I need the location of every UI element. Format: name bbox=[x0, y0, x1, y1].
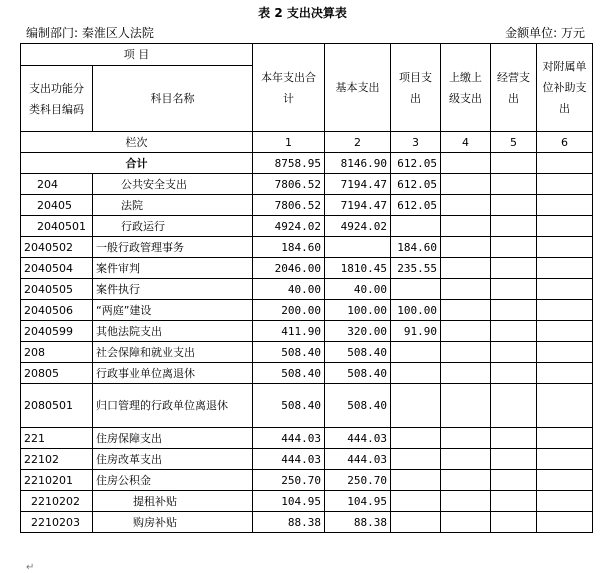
table-row bbox=[21, 342, 593, 363]
row-name: 住房保障支出 bbox=[93, 428, 253, 449]
row-project bbox=[391, 428, 441, 449]
row-name: 购房补贴 bbox=[93, 512, 253, 533]
serial-label: 栏次 bbox=[21, 132, 253, 153]
header-project-expense: 项目支出 bbox=[391, 44, 441, 132]
department-label: 编制部门: 秦淮区人法院 bbox=[26, 26, 154, 40]
row-total: 4924.02 bbox=[253, 216, 325, 237]
row-project bbox=[391, 384, 441, 428]
row-upper bbox=[441, 428, 491, 449]
row-subsidy bbox=[537, 470, 593, 491]
row-code: 2040502 bbox=[21, 237, 93, 258]
row-subsidy bbox=[537, 342, 593, 363]
row-business bbox=[491, 174, 537, 195]
row-basic: 7194.47 bbox=[325, 195, 391, 216]
table-row bbox=[21, 237, 593, 258]
row-total: 7806.52 bbox=[253, 195, 325, 216]
row-code: 2040505 bbox=[21, 279, 93, 300]
table-row bbox=[21, 428, 593, 449]
row-subsidy bbox=[537, 279, 593, 300]
row-basic bbox=[325, 237, 391, 258]
row-name: 行政事业单位离退休 bbox=[93, 363, 253, 384]
row-basic: 4924.02 bbox=[325, 216, 391, 237]
row-code: 2040506 bbox=[21, 300, 93, 321]
row-code: 2040501 bbox=[21, 216, 93, 237]
row-business bbox=[491, 321, 537, 342]
row-code: 2080501 bbox=[21, 384, 93, 428]
row-code: 204 bbox=[21, 174, 93, 195]
row-total: 7806.52 bbox=[253, 174, 325, 195]
row-basic: 104.95 bbox=[325, 491, 391, 512]
row-total: 250.70 bbox=[253, 470, 325, 491]
unit-label: 金额单位: 万元 bbox=[505, 26, 585, 40]
table-row bbox=[21, 449, 593, 470]
table-row bbox=[21, 216, 593, 237]
row-project bbox=[391, 491, 441, 512]
row-business bbox=[491, 449, 537, 470]
header-upper-remit: 上缴上级支出 bbox=[441, 44, 491, 132]
row-name: “两庭”建设 bbox=[93, 300, 253, 321]
row-basic: 508.40 bbox=[325, 363, 391, 384]
header-subsidiary-subsidy: 对附属单位补助支出 bbox=[537, 44, 593, 132]
row-project: 612.05 bbox=[391, 195, 441, 216]
header-project: 项 目 bbox=[21, 44, 253, 66]
total-label: 合计 bbox=[21, 153, 253, 174]
row-business bbox=[491, 384, 537, 428]
row-basic: 100.00 bbox=[325, 300, 391, 321]
row-code: 2210203 bbox=[21, 512, 93, 533]
row-total: 184.60 bbox=[253, 237, 325, 258]
row-basic: 40.00 bbox=[325, 279, 391, 300]
row-name: 提租补贴 bbox=[93, 491, 253, 512]
row-total: 508.40 bbox=[253, 384, 325, 428]
row-name: 公共安全支出 bbox=[93, 174, 253, 195]
row-code: 221 bbox=[21, 428, 93, 449]
row-name: 住房公积金 bbox=[93, 470, 253, 491]
row-business bbox=[491, 216, 537, 237]
row-upper bbox=[441, 470, 491, 491]
row-basic: 508.40 bbox=[325, 342, 391, 363]
row-business bbox=[491, 428, 537, 449]
serial-num: 6 bbox=[537, 132, 593, 153]
row-project bbox=[391, 279, 441, 300]
row-business bbox=[491, 342, 537, 363]
row-code: 2040504 bbox=[21, 258, 93, 279]
row-project: 91.90 bbox=[391, 321, 441, 342]
row-project: 235.55 bbox=[391, 258, 441, 279]
row-business bbox=[491, 300, 537, 321]
total-value: 8758.95 bbox=[253, 153, 325, 174]
row-upper bbox=[441, 342, 491, 363]
expenditure-table bbox=[20, 43, 593, 533]
row-basic: 88.38 bbox=[325, 512, 391, 533]
table-row bbox=[21, 279, 593, 300]
row-basic: 508.40 bbox=[325, 384, 391, 428]
row-upper bbox=[441, 216, 491, 237]
table-row bbox=[21, 300, 593, 321]
row-subsidy bbox=[537, 258, 593, 279]
row-upper bbox=[441, 174, 491, 195]
row-upper bbox=[441, 258, 491, 279]
row-name: 住房改革支出 bbox=[93, 449, 253, 470]
row-total: 200.00 bbox=[253, 300, 325, 321]
table-row bbox=[21, 491, 593, 512]
row-subsidy bbox=[537, 216, 593, 237]
serial-row bbox=[21, 132, 593, 153]
row-basic: 250.70 bbox=[325, 470, 391, 491]
row-business bbox=[491, 491, 537, 512]
row-code: 2210202 bbox=[21, 491, 93, 512]
row-basic: 7194.47 bbox=[325, 174, 391, 195]
row-total: 444.03 bbox=[253, 428, 325, 449]
row-total: 444.03 bbox=[253, 449, 325, 470]
row-subsidy bbox=[537, 237, 593, 258]
row-total: 2046.00 bbox=[253, 258, 325, 279]
total-value: 8146.90 bbox=[325, 153, 391, 174]
row-total: 411.90 bbox=[253, 321, 325, 342]
row-business bbox=[491, 363, 537, 384]
serial-num: 5 bbox=[491, 132, 537, 153]
row-code: 2210201 bbox=[21, 470, 93, 491]
row-upper bbox=[441, 449, 491, 470]
row-upper bbox=[441, 363, 491, 384]
row-project: 184.60 bbox=[391, 237, 441, 258]
table-row bbox=[21, 384, 593, 428]
row-project bbox=[391, 512, 441, 533]
row-subsidy bbox=[537, 491, 593, 512]
header-name: 科目名称 bbox=[93, 66, 253, 132]
row-upper bbox=[441, 384, 491, 428]
row-project: 612.05 bbox=[391, 174, 441, 195]
row-upper bbox=[441, 279, 491, 300]
row-subsidy bbox=[537, 300, 593, 321]
row-project bbox=[391, 216, 441, 237]
row-total: 508.40 bbox=[253, 363, 325, 384]
row-business bbox=[491, 470, 537, 491]
row-subsidy bbox=[537, 384, 593, 428]
row-basic: 1810.45 bbox=[325, 258, 391, 279]
row-business bbox=[491, 195, 537, 216]
table-row bbox=[21, 321, 593, 342]
serial-num: 2 bbox=[325, 132, 391, 153]
total-value: 612.05 bbox=[391, 153, 441, 174]
header-row-project bbox=[21, 44, 593, 66]
row-basic: 444.03 bbox=[325, 449, 391, 470]
serial-num: 4 bbox=[441, 132, 491, 153]
row-basic: 320.00 bbox=[325, 321, 391, 342]
row-name: 行政运行 bbox=[93, 216, 253, 237]
row-project bbox=[391, 363, 441, 384]
row-upper bbox=[441, 237, 491, 258]
row-total: 40.00 bbox=[253, 279, 325, 300]
header-code: 支出功能分类科目编码 bbox=[21, 66, 93, 132]
row-name: 案件执行 bbox=[93, 279, 253, 300]
table-row bbox=[21, 512, 593, 533]
table-title: 表 2 支出决算表 bbox=[258, 6, 347, 20]
row-basic: 444.03 bbox=[325, 428, 391, 449]
header-total-expense: 本年支出合计 bbox=[253, 44, 325, 132]
row-subsidy bbox=[537, 428, 593, 449]
row-upper bbox=[441, 491, 491, 512]
row-project: 100.00 bbox=[391, 300, 441, 321]
serial-num: 3 bbox=[391, 132, 441, 153]
row-subsidy bbox=[537, 449, 593, 470]
row-name: 一般行政管理事务 bbox=[93, 237, 253, 258]
row-business bbox=[491, 258, 537, 279]
table-row bbox=[21, 470, 593, 491]
row-total: 508.40 bbox=[253, 342, 325, 363]
row-upper bbox=[441, 512, 491, 533]
row-subsidy bbox=[537, 363, 593, 384]
row-name: 法院 bbox=[93, 195, 253, 216]
table-row bbox=[21, 195, 593, 216]
row-name: 其他法院支出 bbox=[93, 321, 253, 342]
table-row bbox=[21, 258, 593, 279]
row-code: 20805 bbox=[21, 363, 93, 384]
header-basic-expense: 基本支出 bbox=[325, 44, 391, 132]
row-total: 88.38 bbox=[253, 512, 325, 533]
table-row bbox=[21, 363, 593, 384]
row-subsidy bbox=[537, 512, 593, 533]
total-row bbox=[21, 153, 593, 174]
row-name: 社会保障和就业支出 bbox=[93, 342, 253, 363]
row-business bbox=[491, 512, 537, 533]
paragraph-mark: ↵ bbox=[26, 562, 35, 573]
serial-num: 1 bbox=[253, 132, 325, 153]
row-code: 2040599 bbox=[21, 321, 93, 342]
table-row bbox=[21, 174, 593, 195]
row-subsidy bbox=[537, 195, 593, 216]
row-project bbox=[391, 449, 441, 470]
row-code: 20405 bbox=[21, 195, 93, 216]
row-subsidy bbox=[537, 174, 593, 195]
header-business-expense: 经营支出 bbox=[491, 44, 537, 132]
row-project bbox=[391, 470, 441, 491]
row-upper bbox=[441, 195, 491, 216]
row-name: 归口管理的行政单位离退休 bbox=[93, 384, 253, 428]
row-business bbox=[491, 279, 537, 300]
row-upper bbox=[441, 300, 491, 321]
row-project bbox=[391, 342, 441, 363]
row-code: 208 bbox=[21, 342, 93, 363]
row-total: 104.95 bbox=[253, 491, 325, 512]
row-name: 案件审判 bbox=[93, 258, 253, 279]
row-subsidy bbox=[537, 321, 593, 342]
row-code: 22102 bbox=[21, 449, 93, 470]
row-business bbox=[491, 237, 537, 258]
row-upper bbox=[441, 321, 491, 342]
